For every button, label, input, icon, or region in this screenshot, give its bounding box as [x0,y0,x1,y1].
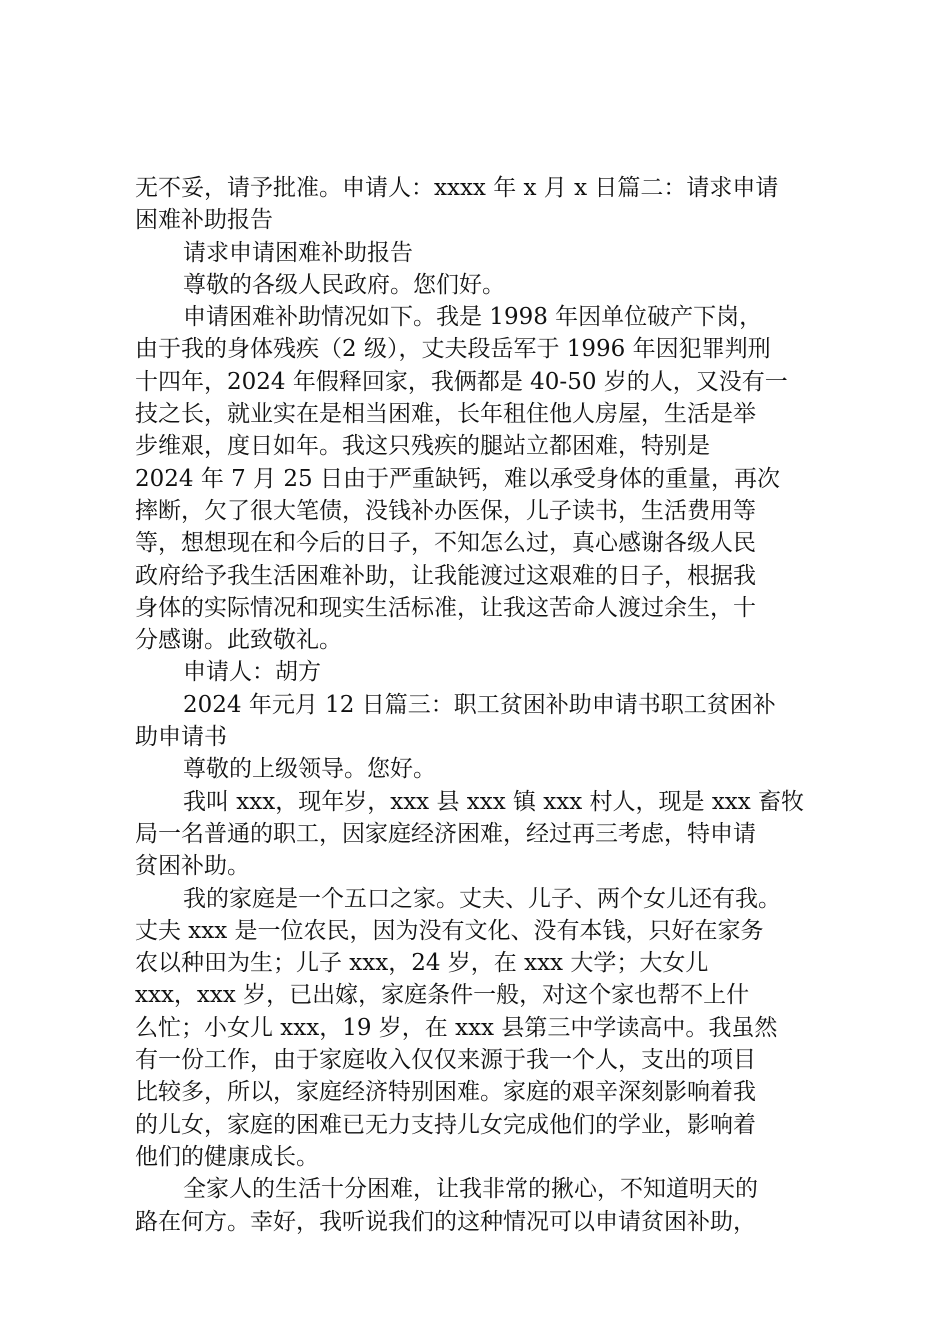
text-line: 有一份工作，由于家庭收入仅仅来源于我一个人，支出的项目 [135,1047,756,1074]
text-line: 比较多，所以，家庭经济特别困难。家庭的艰辛深刻影响着我 [135,1079,756,1106]
text-line: 丈夫 xxx 是一位农民，因为没有文化、没有本钱，只好在家务 [135,917,764,944]
text-line: xxx，xxx 岁，已出嫁，家庭条件一般，对这个家也帮不上什 [135,982,750,1009]
text-line: 分感谢。此致敬礼。 [135,627,342,654]
text-line: 贫困补助。 [135,853,250,880]
text-line: 摔断，欠了很大笔债，没钱补办医保，儿子读书，生活费用等 [135,497,756,524]
text-line: 助申请书 [135,724,227,751]
text-line: 困难补助报告 [135,207,273,234]
text-line: 身体的实际情况和现实生活标准，让我这苦命人渡过余生，十 [135,594,756,621]
text-line: 等，想想现在和今后的日子，不知怎么过，真心感谢各级人民 [135,530,756,557]
text-line: 申请人：胡方 [183,659,321,686]
text-line: 步维艰，度日如年。我这只残疾的腿站立都困难，特别是 [135,433,710,460]
text-line: 的儿女，家庭的困难已无力支持儿女完成他们的学业，影响着 [135,1111,756,1138]
text-line: 局一名普通的职工，因家庭经济困难，经过再三考虑，特申请 [135,820,756,847]
text-line: 政府给予我生活困难补助，让我能渡过这艰难的日子，根据我 [135,562,756,589]
text-line: 我叫 xxx，现年岁，xxx 县 xxx 镇 xxx 村人，现是 xxx 畜牧 [183,788,805,815]
text-line: 十四年，2024 年假释回家，我俩都是 40-50 岁的人，又没有一 [135,368,788,395]
text-line: 他们的健康成长。 [135,1143,319,1170]
text-line: 由于我的身体残疾（2 级），丈夫段岳军于 1996 年因犯罪判刑 [135,336,771,363]
text-line: 尊敬的上级领导。您好。 [183,756,436,783]
text-line: 农以种田为生；儿子 xxx，24 岁，在 xxx 大学；大女儿 [135,950,709,977]
text-line: 2024 年元月 12 日篇三：职工贫困补助申请书职工贫困补 [183,691,776,718]
text-line: 全家人的生活十分困难，让我非常的揪心，不知道明天的 [183,1176,758,1203]
text-line: 2024 年 7 月 25 日由于严重缺钙，难以承受身体的重量，再次 [135,465,780,492]
text-line: 路在何方。幸好，我听说我们的这种情况可以申请贫困补助， [135,1208,756,1235]
text-line: 我的家庭是一个五口之家。丈夫、儿子、两个女儿还有我。 [183,885,781,912]
text-line: 申请困难补助情况如下。我是 1998 年因单位破产下岗， [183,304,763,331]
text-line: 请求申请困难补助报告 [183,239,413,266]
text-line: 尊敬的各级人民政府。您们好。 [183,271,505,298]
text-line: 么忙；小女儿 xxx，19 岁，在 xxx 县第三中学读高中。我虽然 [135,1014,778,1041]
text-line: 技之长，就业实在是相当困难，长年租住他人房屋，生活是举 [135,401,756,428]
text-line: 无不妥，请予批准。申请人：xxxx 年 x 月 x 日篇二：请求申请 [135,175,779,201]
document-body [135,172,825,1238]
